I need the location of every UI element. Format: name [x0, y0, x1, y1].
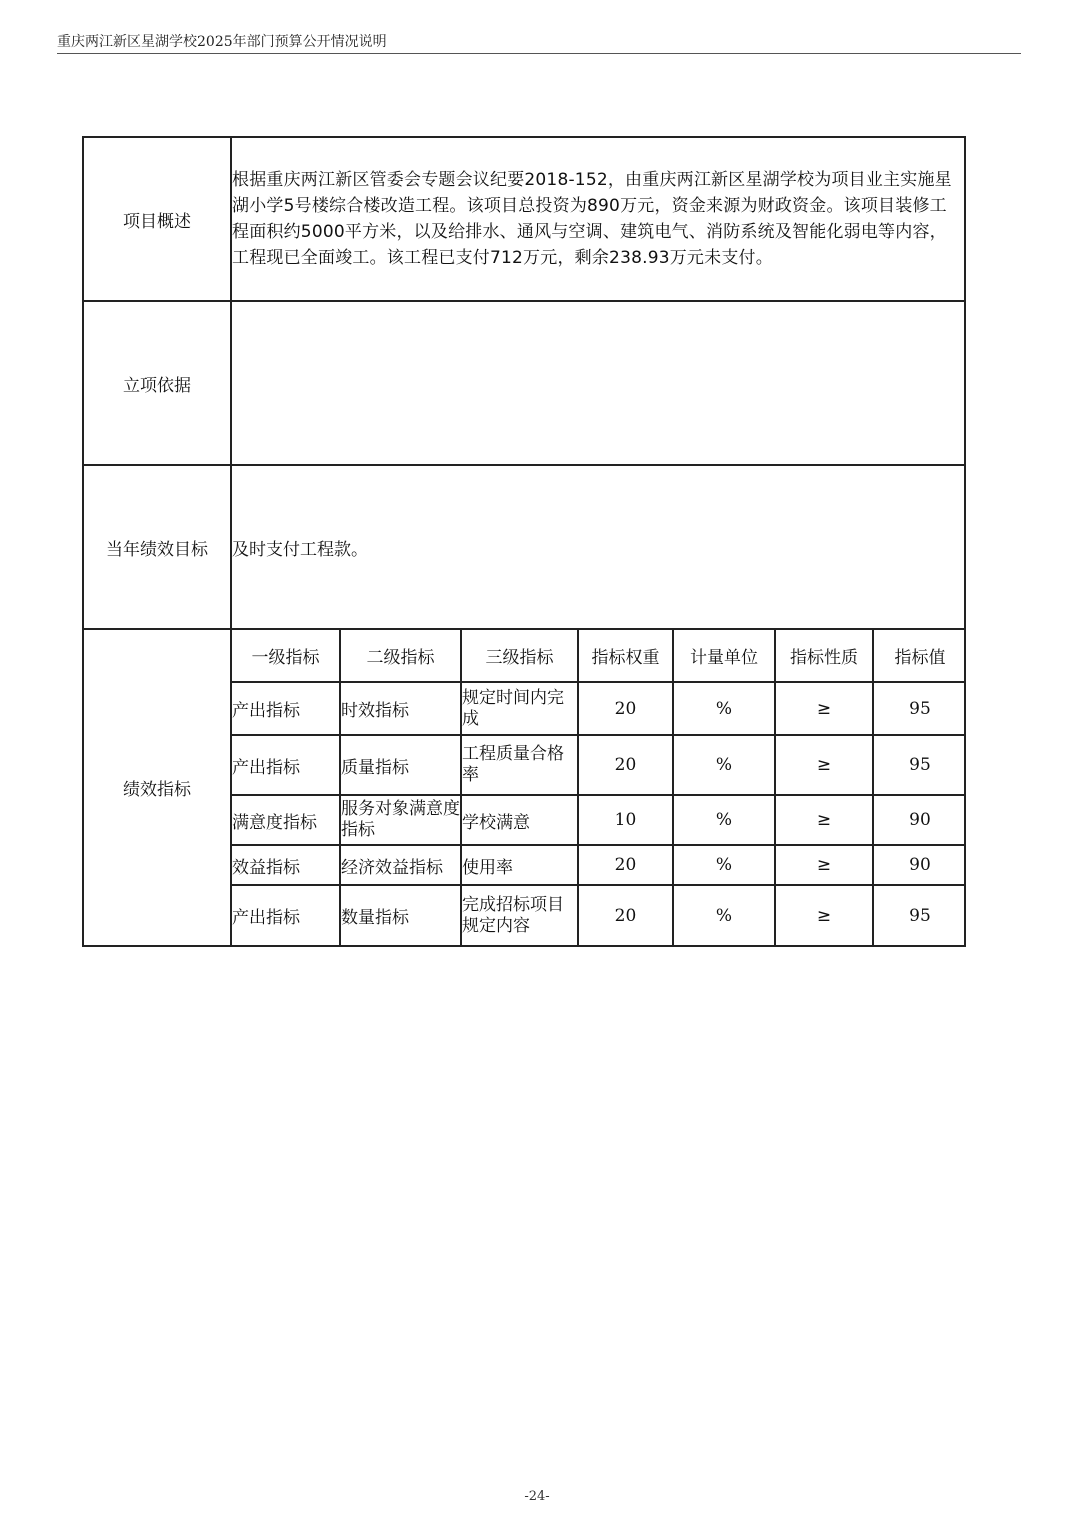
table-row — [232, 885, 966, 945]
goal-label: 当年绩效目标 — [83, 465, 231, 629]
overview-row — [83, 137, 965, 301]
weight-cell: 10 — [578, 795, 673, 845]
level3-cell: 工程质量合格率 — [461, 735, 578, 795]
level3-cell: 规定时间内完成 — [461, 682, 578, 735]
header-weight: 指标权重 — [578, 630, 673, 682]
weight-cell: 20 — [578, 682, 673, 735]
unit-cell: % — [673, 682, 775, 735]
value-cell: 90 — [873, 845, 966, 885]
value-cell: 95 — [873, 735, 966, 795]
level2-cell: 数量指标 — [340, 885, 461, 945]
nature-cell: ≥ — [775, 845, 873, 885]
header-level2: 二级指标 — [340, 630, 461, 682]
document-header-title: 重庆两江新区星湖学校2025年部门预算公开情况说明 — [57, 34, 387, 50]
header-level3: 三级指标 — [461, 630, 578, 682]
level1-cell: 产出指标 — [232, 885, 340, 945]
project-performance-table — [82, 136, 966, 947]
nature-cell: ≥ — [775, 682, 873, 735]
level3-cell: 完成招标项目规定内容 — [461, 885, 578, 945]
unit-cell: % — [673, 885, 775, 945]
level3-cell: 使用率 — [461, 845, 578, 885]
indicators-header-row — [232, 630, 966, 682]
unit-cell: % — [673, 795, 775, 845]
value-cell: 95 — [873, 885, 966, 945]
level1-cell: 效益指标 — [232, 845, 340, 885]
level2-cell: 时效指标 — [340, 682, 461, 735]
header-unit: 计量单位 — [673, 630, 775, 682]
level3-cell: 学校满意 — [461, 795, 578, 845]
level2-cell: 经济效益指标 — [340, 845, 461, 885]
header-nature: 指标性质 — [775, 630, 873, 682]
table-row — [232, 682, 966, 735]
nature-cell: ≥ — [775, 795, 873, 845]
basis-row — [83, 301, 965, 465]
level1-cell: 产出指标 — [232, 735, 340, 795]
page-number: -24- — [524, 1489, 550, 1504]
unit-cell: % — [673, 845, 775, 885]
table-row — [232, 795, 966, 845]
level1-cell: 产出指标 — [232, 682, 340, 735]
basis-label: 立项依据 — [83, 301, 231, 465]
value-cell: 90 — [873, 795, 966, 845]
table-row — [232, 735, 966, 795]
goal-text: 及时支付工程款。 — [231, 465, 965, 629]
level2-cell: 质量指标 — [340, 735, 461, 795]
weight-cell: 20 — [578, 735, 673, 795]
value-cell: 95 — [873, 682, 966, 735]
level2-cell: 服务对象满意度指标 — [340, 795, 461, 845]
table-row — [232, 845, 966, 885]
overview-label: 项目概述 — [83, 137, 231, 301]
unit-cell: % — [673, 735, 775, 795]
overview-text: 根据重庆两江新区管委会专题会议纪要2018-152，由重庆两江新区星湖学校为项目业主实施星湖小学5号楼综合楼改造工程。该项目总投资为890万元，资金来源为财政资金。该项目装修工程面积约5000平方米，以及给排水、通风与空调、建筑电气、消防系统及智能化弱电等内容，工程现已全面竣工。该工程已支付712万元，剩余238.93万元未支付。 — [231, 137, 965, 301]
basis-text — [231, 301, 965, 465]
header-value: 指标值 — [873, 630, 966, 682]
header-level1: 一级指标 — [232, 630, 340, 682]
goal-row — [83, 465, 965, 629]
nature-cell: ≥ — [775, 735, 873, 795]
header-divider — [57, 53, 1021, 54]
indicators-table — [232, 630, 966, 945]
weight-cell: 20 — [578, 885, 673, 945]
level1-cell: 满意度指标 — [232, 795, 340, 845]
weight-cell: 20 — [578, 845, 673, 885]
nature-cell: ≥ — [775, 885, 873, 945]
indicators-label: 绩效指标 — [83, 629, 231, 946]
indicators-row — [83, 629, 965, 946]
